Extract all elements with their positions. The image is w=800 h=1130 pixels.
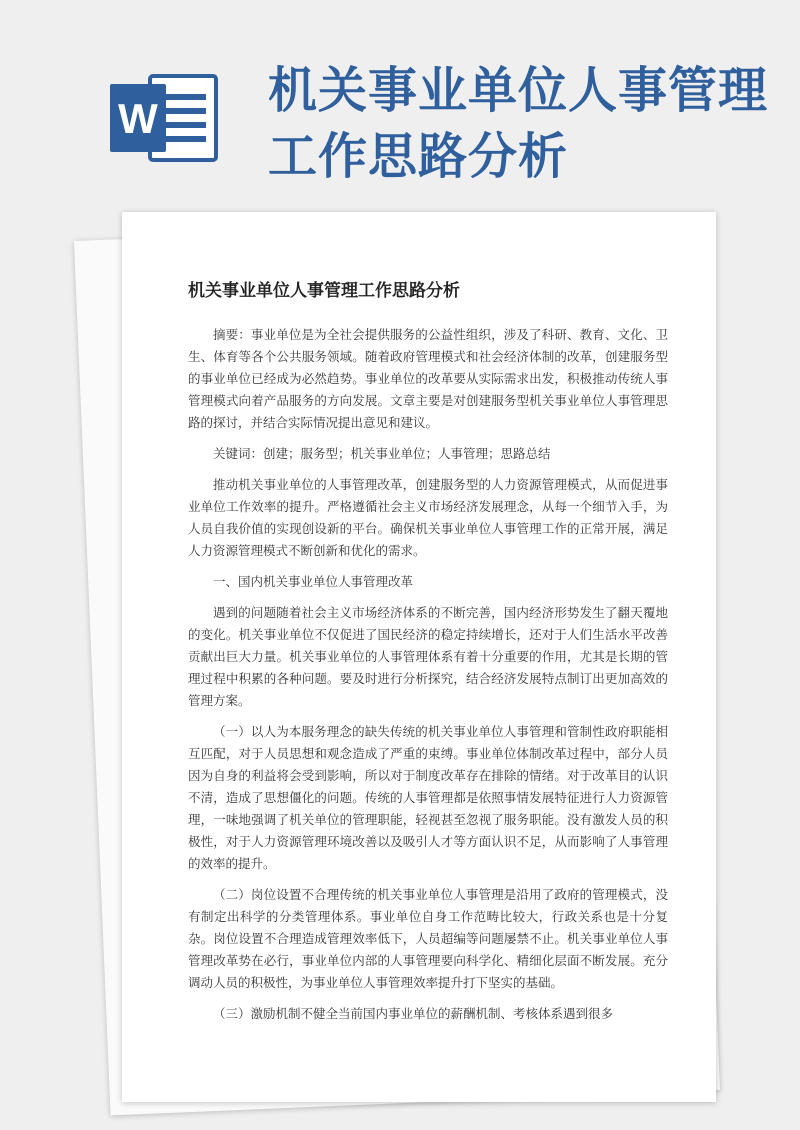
word-document-icon [108, 68, 220, 168]
subsection-three-paragraph: （三）激励机制不健全当前国内事业单位的薪酬机制、考核体系遇到很多 [213, 1006, 614, 1021]
section-paragraph: 遇到的问题随着社会主义市场经济体系的不断完善，国内经济形势发生了翻天覆地的变化。机关事业单位不仅促进了国民经济的稳定持续增长，还对于人们生活水平改善贡献出巨大力量。机关事业单位的人事管理体系有着十分重要的作用，尤其是长期的管理过程中积累的各种问题。要及时进行分析探究，结合经济发展特点制订出更加高效的管理方案。 [188, 605, 668, 708]
document-title: 机关事业单位人事管理工作思路分析 [188, 281, 460, 301]
intro-paragraph: 推动机关事业单位的人事管理改革，创建服务型的人力资源管理模式，从而促进事业单位工作效率的提升。严格遵循社会主义市场经济发展理念，从每一个细节入手，为人员自我价值的实现创设新的平台。确保机关事业单位人事管理工作的正常开展，满足人力资源管理模式不断创新和优化的需求。 [188, 477, 668, 558]
document-page [122, 212, 716, 1102]
abstract-paragraph: 摘要：事业单位是为全社会提供服务的公益性组织，涉及了科研、教育、文化、卫生、体育等各个公共服务领域。随着政府管理模式和社会经济体制的改革，创建服务型的事业单位已经成为必然趋势。事业单位的改革要从实际需求出发，积极推动传统人事管理模式向着产品服务的方向发展。文章主要是对创建服务型机关事业单位人事管理思路的探讨，并结合实际情况提出意见和建议。 [188, 327, 668, 430]
subsection-one-paragraph: （一）以人为本服务理念的缺失传统的机关事业单位人事管理和管制性政府职能相互匹配，对于人员思想和观念造成了严重的束缚。事业单位体制改革过程中，部分人员因为自身的利益将会受到影响，所以对于制度改革存在排除的情绪。对于改革目的认识不清，造成了思想僵化的问题。传统的人事管理都是依照事情发展特征进行人力资源管理，一味地强调了机关单位的管理职能，轻视甚至忽视了服务职能。没有激发人员的积极性，对于人力资源管理环境改善以及吸引人才等方面认识不足，从而影响了人事管理的效率的提升。 [188, 724, 668, 871]
banner-title: 机关事业单位人事管理工作思路分析 [268, 62, 769, 185]
keywords-paragraph: 关键词：创建；服务型；机关事业单位；人事管理；思路总结 [213, 446, 551, 461]
word-icon-letter: W [118, 95, 158, 142]
section-heading: 一、国内机关事业单位人事管理改革 [213, 574, 414, 589]
document-body [188, 324, 668, 1025]
subsection-two-paragraph: （二）岗位设置不合理传统的机关事业单位人事管理是沿用了政府的管理模式，没有制定出科学的分类管理体系。事业单位自身工作范畴比较大，行政关系也是十分复杂。岗位设置不合理造成管理效率低下，人员超编等问题屡禁不止。机关事业单位人事管理改革势在必行，事业单位内部的人事管理要向科学化、精细化层面不断发展。充分调动人员的积极性，为事业单位人事管理效率提升打下坚实的基础。 [188, 887, 668, 990]
word-icon [108, 68, 220, 168]
